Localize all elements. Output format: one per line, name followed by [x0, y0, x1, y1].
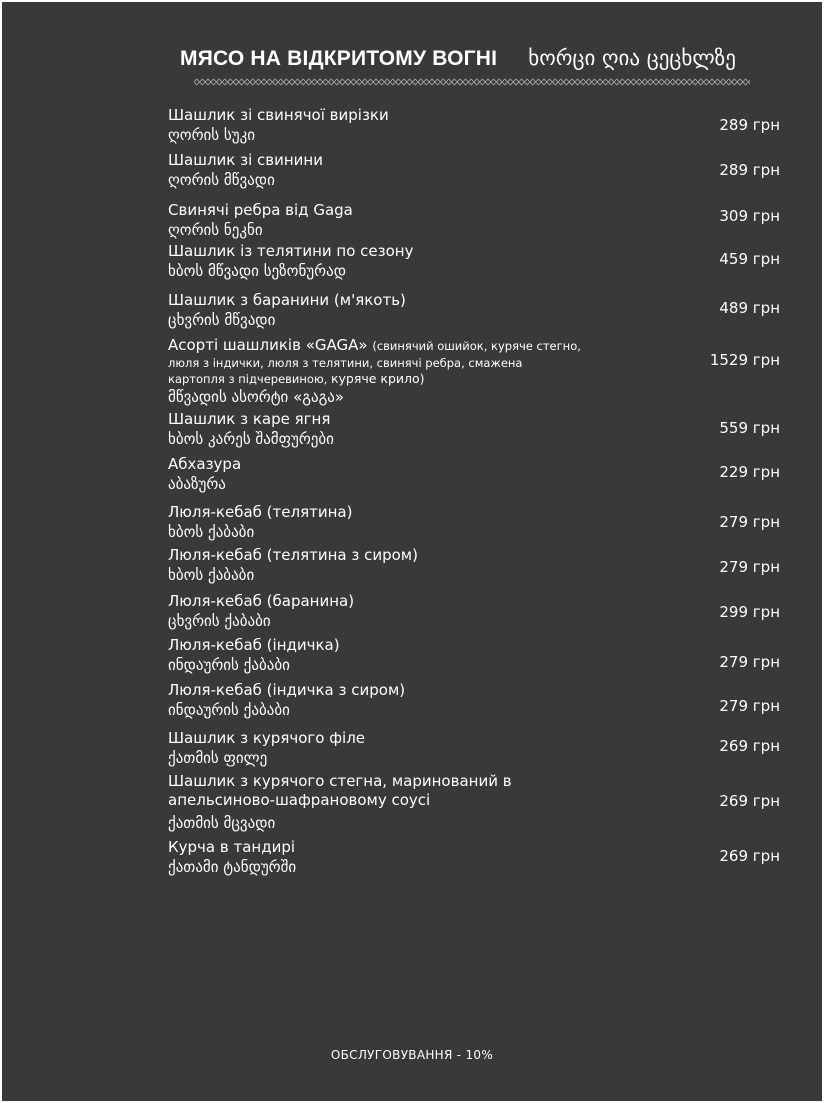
item-name-ka: მწვადის ასორტი «გაგა» — [168, 388, 345, 406]
item-name-ka: ხბოს კარეს შამფურები — [168, 430, 334, 448]
list-item — [168, 772, 780, 833]
list-item — [168, 592, 780, 631]
list-item — [168, 636, 780, 675]
item-price: 279 грн — [719, 513, 780, 531]
list-item — [168, 291, 780, 330]
item-name-ka: ხბოს ქაბაბი — [168, 523, 255, 541]
item-name-ka: ქათამი ტანდურში — [168, 858, 297, 876]
item-name-ua: Шашлик зі свинини — [168, 151, 323, 169]
list-item — [168, 729, 780, 768]
list-item — [168, 410, 780, 449]
item-name-ua: Люля-кебаб (індичка) — [168, 636, 340, 654]
item-name-ua: Свинячі ребра від Gaga — [168, 201, 353, 219]
assortment-title: Асорті шашликів «GAGA» — [168, 336, 368, 354]
item-name-ka: ხბოს მწვადი სეზონურად — [168, 262, 346, 280]
list-item — [168, 151, 780, 190]
item-name-ua: Абхазура — [168, 455, 242, 473]
assortment-note-4: куряче крило) — [330, 371, 425, 386]
item-price: 269 грн — [719, 847, 780, 865]
item-name-ka: ღორის ნეკნი — [168, 221, 263, 239]
item-name-ka: ქათმის მცვადი — [168, 814, 276, 832]
list-item — [168, 242, 780, 281]
item-name-ka: ღორის სუკი — [168, 126, 255, 144]
list-item — [168, 336, 780, 407]
title-georgian: ხორცი ღია ცეცხლზე — [528, 46, 736, 70]
item-price: 279 грн — [719, 697, 780, 715]
ornament-divider — [194, 77, 750, 87]
item-name-ua: Курча в тандирі — [168, 838, 296, 856]
item-name-ka: ცხვრის ქაბაბი — [168, 612, 271, 630]
item-name-ua: Шашлик з каре ягня — [168, 410, 331, 428]
list-item — [168, 838, 780, 877]
item-name-ua: Шашлик із телятини по сезону — [168, 242, 414, 260]
item-name-ka: ქათმის ფილე — [168, 749, 268, 767]
item-price: 309 грн — [719, 207, 780, 225]
assortment-note-1: (свинячий ошийок, куряче стегно, — [372, 339, 581, 353]
list-item — [168, 106, 780, 145]
list-item — [168, 546, 780, 585]
item-name-ka: აბაზურა — [168, 475, 226, 493]
item-name-ua: Люля-кебаб (баранина) — [168, 592, 355, 610]
assortment-note-3: картопля з підчеревиною, — [168, 372, 328, 386]
title-ukrainian: МЯСО НА ВІДКРИТОМУ ВОГНІ — [180, 47, 498, 70]
item-name-ua: Люля-кебаб (телятина) — [168, 503, 353, 521]
item-price: 289 грн — [719, 161, 780, 179]
item-name-ua-line-2: апельсиново-шафрановому соусі — [168, 791, 431, 809]
item-price: 559 грн — [719, 419, 780, 437]
item-price: 289 грн — [719, 116, 780, 134]
assortment-note-line-3 — [168, 371, 780, 387]
item-name-ka: ინდაურის ქაბაბი — [168, 701, 290, 719]
list-item — [168, 455, 780, 494]
item-name-ka: ცხვრის მწვადი — [168, 311, 276, 329]
item-price: 269 грн — [719, 737, 780, 755]
page-title — [180, 46, 736, 71]
item-name-ua: Шашлик з курячого філе — [168, 729, 366, 747]
item-price: 279 грн — [719, 653, 780, 671]
item-price: 279 грн — [719, 558, 780, 576]
item-name-ka: ღორის მწვადი — [168, 171, 275, 189]
item-price: 299 грн — [719, 603, 780, 621]
item-name-ka: ხბოს ქაბაბი — [168, 566, 255, 584]
service-charge-note: ОБСЛУГОВУВАННЯ - 10% — [330, 1048, 494, 1062]
menu-page — [2, 2, 822, 1101]
item-price: 459 грн — [719, 250, 780, 268]
list-item — [168, 201, 780, 240]
item-price: 269 грн — [719, 792, 780, 810]
item-name-ua: Люля-кебаб (індичка з сиром) — [168, 681, 406, 699]
item-name-ua: Шашлик з курячого стегна, маринований в — [168, 772, 512, 790]
item-name-ua: Шашлик зі свинячої вирізки — [168, 106, 389, 124]
item-name-ua: Шашлик з баранини (м'якоть) — [168, 291, 406, 309]
item-name-ka: ინდაურის ქაბაბი — [168, 656, 290, 674]
assortment-note-2: люля з індички, люля з телятини, свинячі ребра, смажена — [168, 356, 523, 370]
item-price: 229 грн — [719, 463, 780, 481]
list-item — [168, 681, 780, 720]
item-price: 489 грн — [719, 299, 780, 317]
item-name-ua — [168, 336, 780, 356]
item-name-ua: Люля-кебаб (телятина з сиром) — [168, 546, 418, 564]
list-item — [168, 503, 780, 542]
item-price: 1529 грн — [709, 351, 780, 369]
